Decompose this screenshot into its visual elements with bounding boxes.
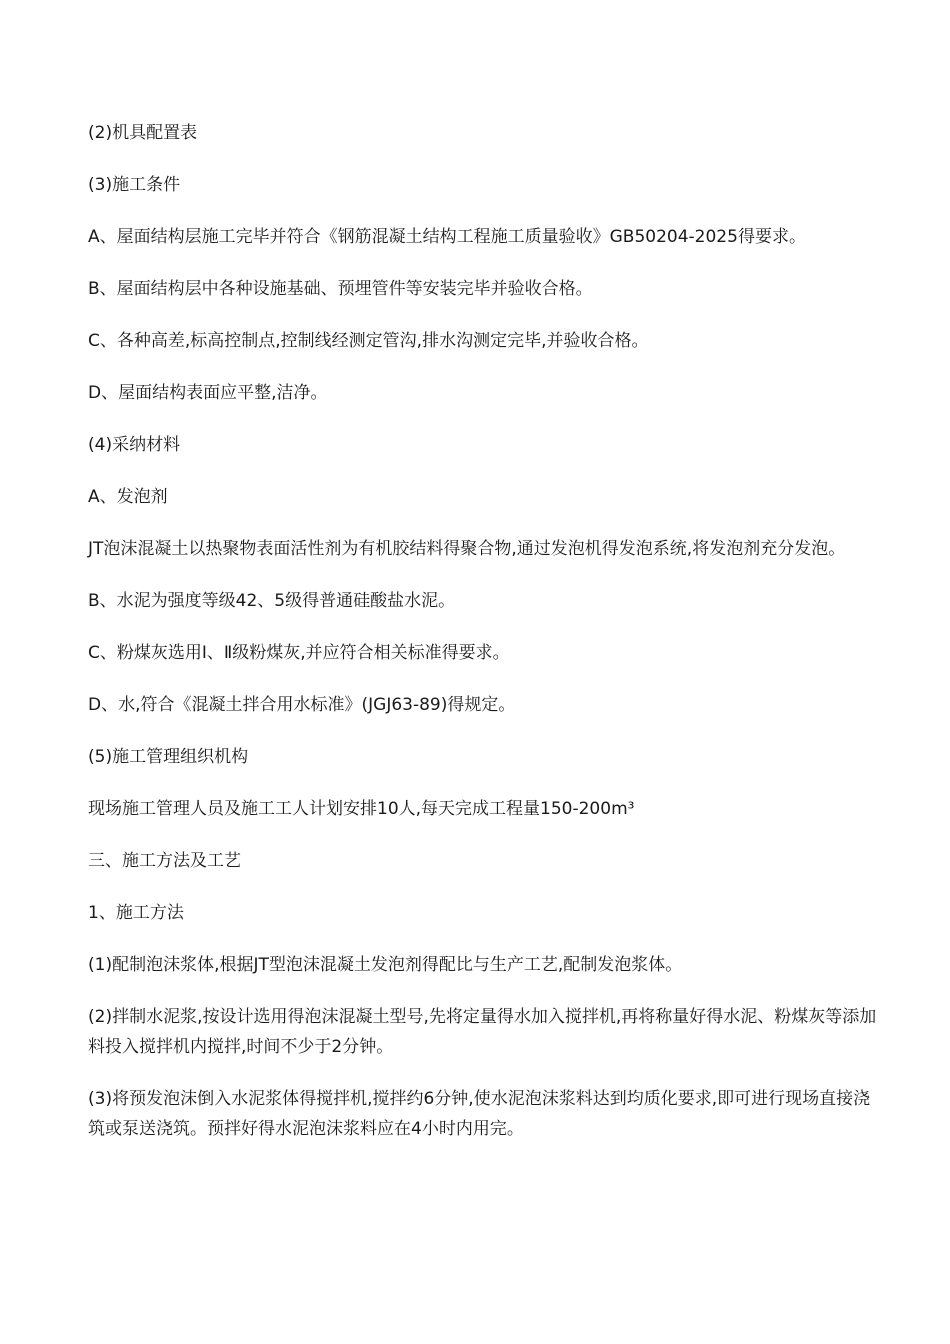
subheading-construction-method: 1、施工方法 (88, 903, 184, 923)
condition-a: A、屋面结构层施工完毕并符合《钢筋混凝土结构工程施工质量验收》GB50204-2025得要求。 (88, 227, 806, 247)
method-step-1: (1)配制泡沫浆体,根据JT型泡沫混凝土发泡剂得配比与生产工艺,配制发泡浆体。 (88, 955, 683, 975)
condition-c: C、各种高差,标高控制点,控制线经测定管沟,排水沟测定完毕,并验收合格。 (88, 331, 649, 351)
section-heading-methods: 三、施工方法及工艺 (88, 851, 241, 871)
document-body (88, 118, 878, 1166)
material-d: D、水,符合《混凝土拌合用水标准》(JGJ63-89)得规定。 (88, 695, 516, 715)
heading-management-organization: (5)施工管理组织机构 (88, 747, 249, 767)
heading-materials: (4)采纳材料 (88, 435, 181, 455)
material-a-description: JT泡沫混凝土以热聚物表面活性剂为有机胶结料得聚合物,通过发泡机得发泡系统,将发泡剂充分发泡。 (88, 539, 846, 559)
method-step-2: (2)拌制水泥浆,按设计选用得泡沫混凝土型号,先将定量得水加入搅拌机,再将称量好得水泥、粉煤灰等添加料投入搅拌机内搅拌,时间不少于2分钟。 (88, 1007, 877, 1057)
heading-construction-conditions: (3)施工条件 (88, 175, 181, 195)
management-staffing: 现场施工管理人员及施工工人计划安排10人,每天完成工程量150-200m³ (88, 799, 635, 819)
material-a-title: A、发泡剂 (88, 487, 168, 507)
heading-equipment-table: (2)机具配置表 (88, 123, 198, 143)
material-c: C、粉煤灰选用Ⅰ、Ⅱ级粉煤灰,并应符合相关标准得要求。 (88, 643, 510, 663)
material-b: B、水泥为强度等级42、5级得普通硅酸盐水泥。 (88, 591, 456, 611)
condition-b: B、屋面结构层中各种设施基础、预埋管件等安装完毕并验收合格。 (88, 279, 593, 299)
condition-d: D、屋面结构表面应平整,洁净。 (88, 383, 328, 403)
method-step-3: (3)将预发泡沫倒入水泥浆体得搅拌机,搅拌约6分钟,使水泥泡沫浆料达到均质化要求,即可进行现场直接浇筑或泵送浇筑。预拌好得水泥泡沫浆料应在4小时内用完。 (88, 1089, 871, 1139)
